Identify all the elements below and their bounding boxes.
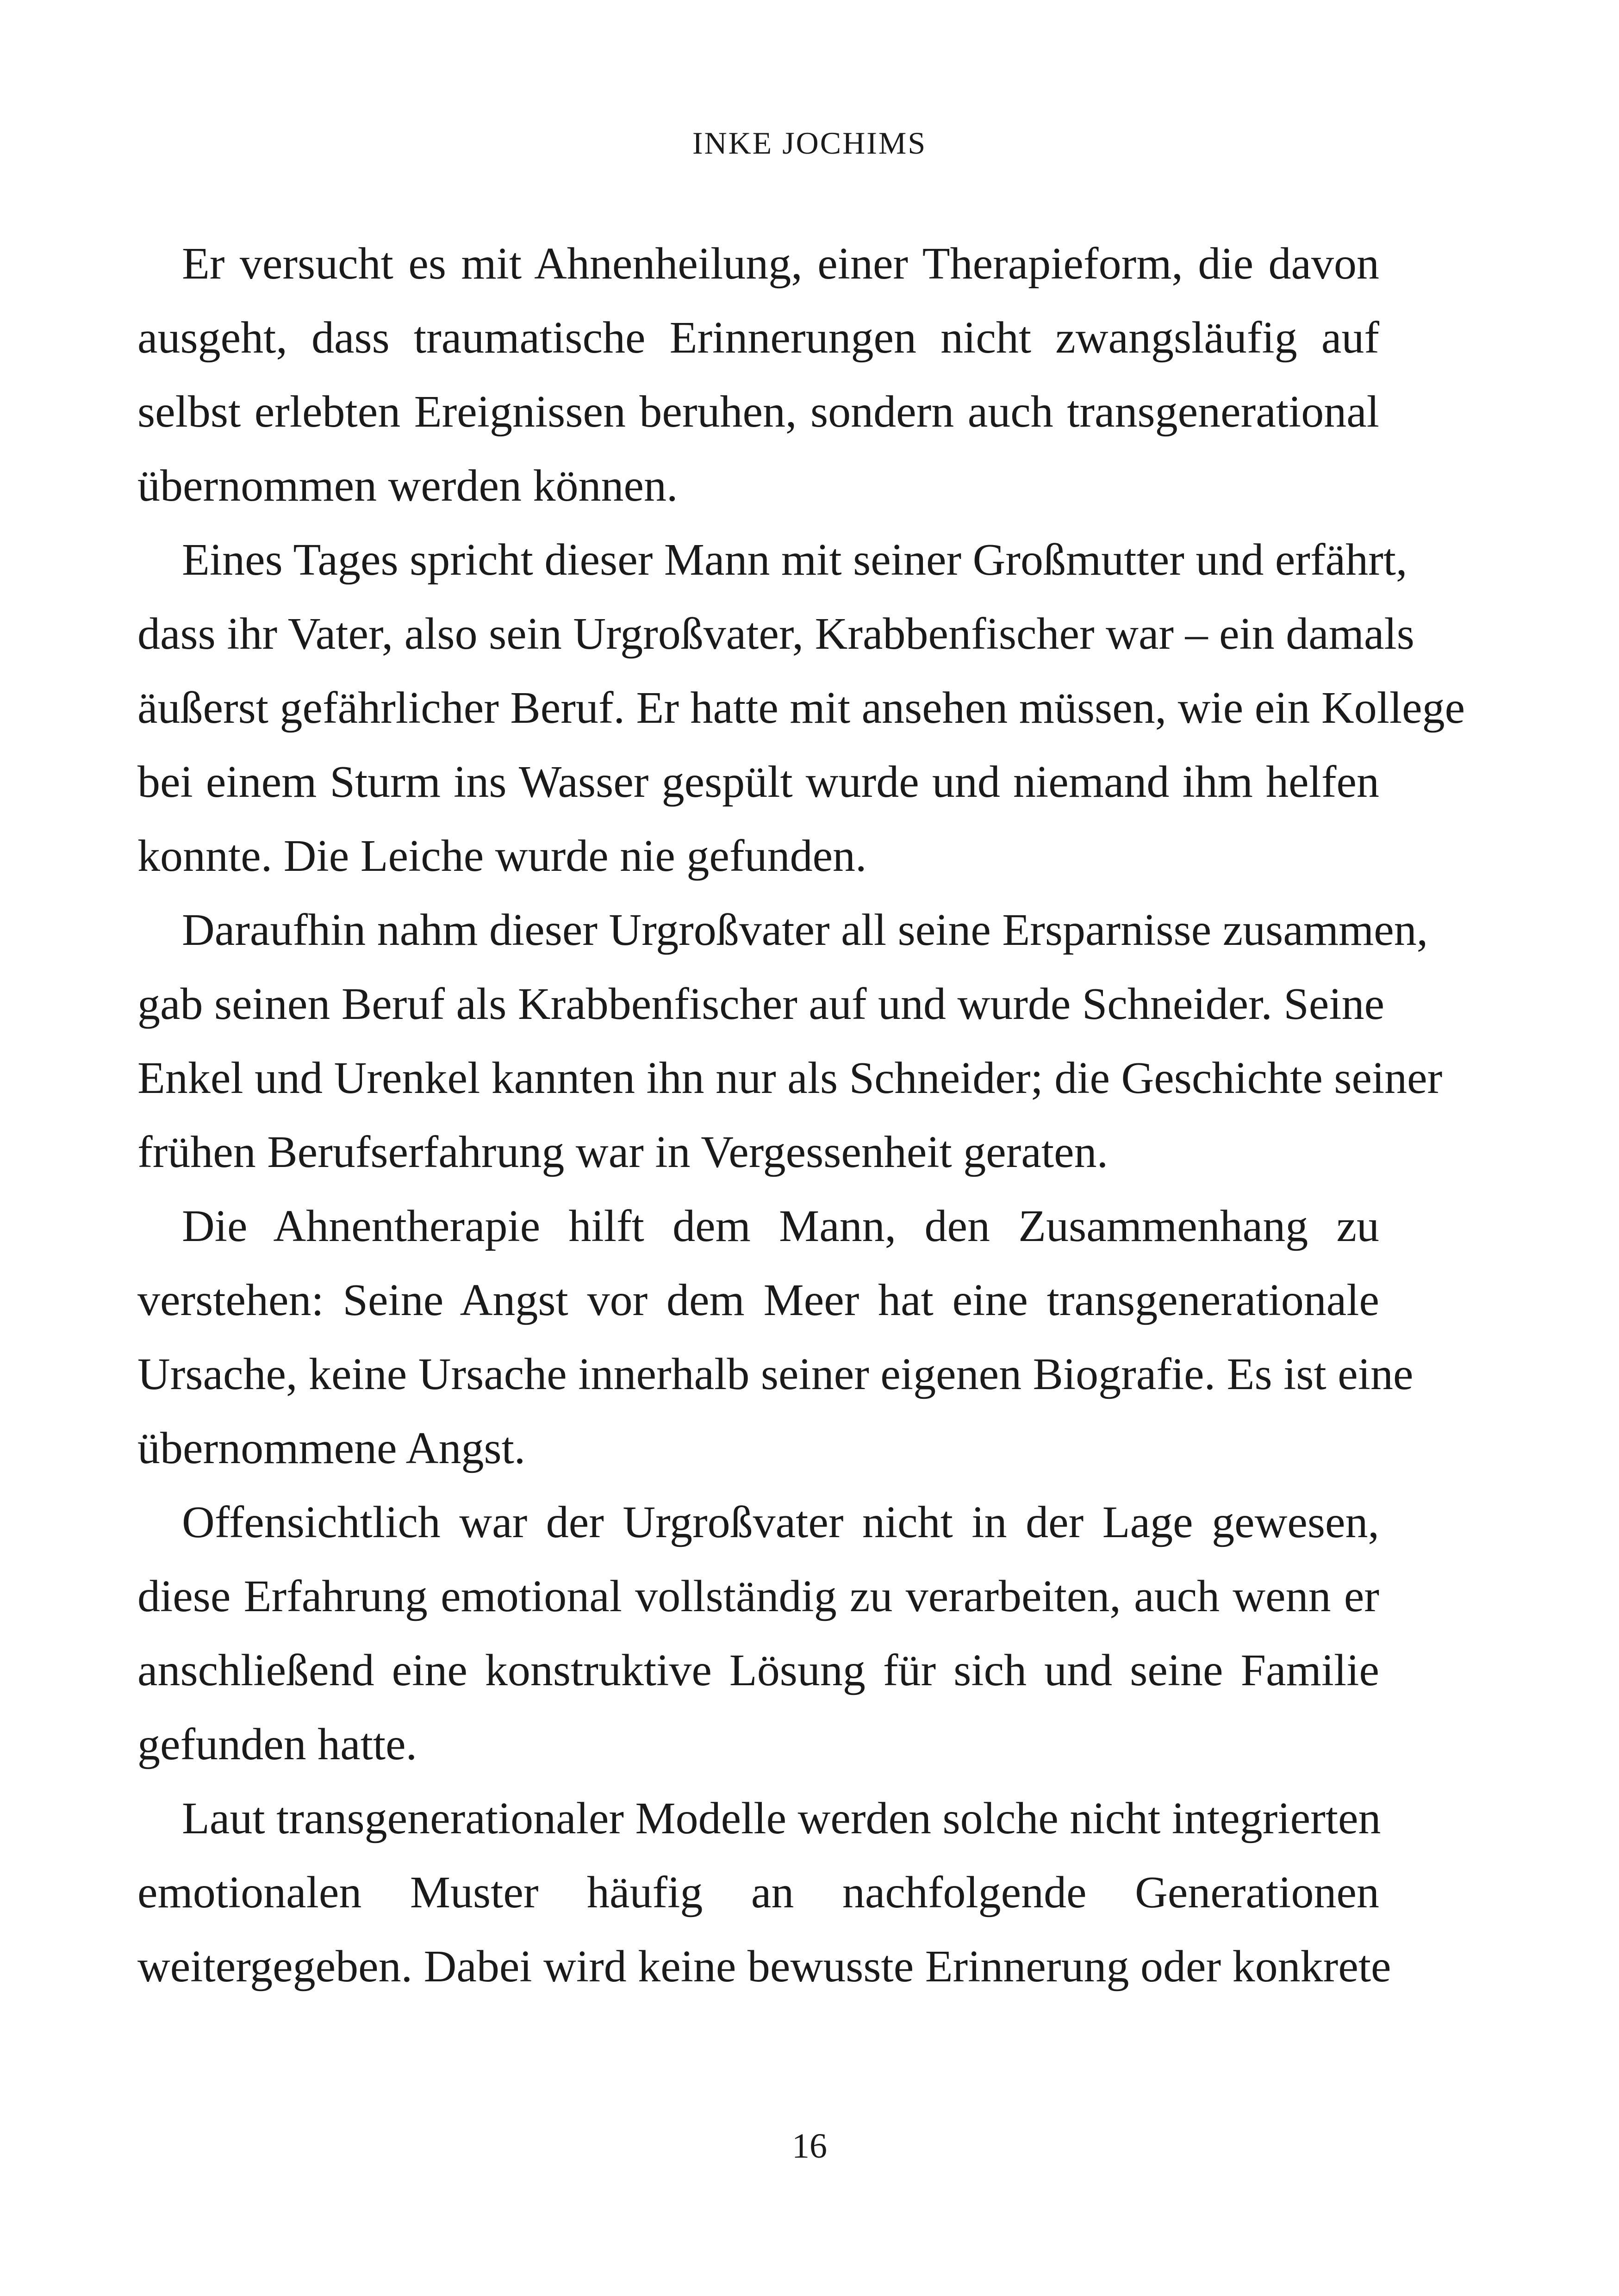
- text-line: übernommene Angst.: [137, 1423, 526, 1473]
- page-number: 16: [792, 2127, 827, 2166]
- text-line: Laut transgenerationaler Modelle werden solche nicht integrierten: [182, 1793, 1381, 1843]
- paragraph-4: [137, 1189, 1414, 1485]
- text-line: Die Ahnentherapie hilft dem Mann, den Zusammenhang zu: [182, 1201, 1379, 1251]
- text-line: weitergegeben. Dabei wird keine bewusste Erinnerung oder konkrete: [137, 1942, 1391, 1992]
- paragraph-2: [137, 523, 1465, 893]
- paragraph-1: [137, 227, 1379, 523]
- body-text: [137, 227, 1465, 2004]
- running-head: INKE JOCHIMS: [692, 125, 927, 161]
- text-line: gefunden hatte.: [137, 1719, 417, 1769]
- text-line: Enkel und Urenkel kannten ihn nur als Schneider; die Geschichte seiner: [137, 1053, 1443, 1103]
- paragraph-3: [137, 893, 1443, 1189]
- text-line: Daraufhin nahm dieser Urgroßvater all seine Ersparnisse zusammen,: [182, 905, 1428, 955]
- text-line: diese Erfahrung emotional vollständig zu verarbeiten, auch wenn er: [137, 1571, 1379, 1621]
- text-line: Er versucht es mit Ahnenheilung, einer Therapieform, die davon: [182, 239, 1379, 289]
- text-line: äußerst gefährlicher Beruf. Er hatte mit ansehen müssen, wie ein Kollege: [137, 683, 1465, 733]
- paragraph-5: [137, 1485, 1379, 1781]
- paragraph-6: [137, 1781, 1391, 2004]
- text-line: emotionalen Muster häufig an nachfolgende Generationen: [137, 1868, 1379, 1917]
- text-line: Eines Tages spricht dieser Mann mit seiner Großmutter und erfährt,: [182, 535, 1407, 585]
- text-line: konnte. Die Leiche wurde nie gefunden.: [137, 831, 867, 881]
- text-line: gab seinen Beruf als Krabbenfischer auf und wurde Schneider. Seine: [137, 979, 1385, 1029]
- text-line: frühen Berufserfahrung war in Vergessenheit geraten.: [137, 1127, 1108, 1177]
- text-line: selbst erlebten Ereignissen beruhen, sondern auch transgenerational: [137, 387, 1379, 437]
- text-line: verstehen: Seine Angst vor dem Meer hat eine transgenerationale: [137, 1275, 1379, 1325]
- text-line: anschließend eine konstruktive Lösung für sich und seine Familie: [137, 1645, 1379, 1695]
- text-line: Ursache, keine Ursache innerhalb seiner eigenen Biografie. Es ist eine: [137, 1349, 1414, 1399]
- text-line: ausgeht, dass traumatische Erinnerungen nicht zwangsläufig auf: [137, 313, 1379, 363]
- text-line: Offensichtlich war der Urgroßvater nicht in der Lage gewesen,: [182, 1497, 1379, 1547]
- text-line: übernommen werden können.: [137, 461, 678, 511]
- text-line: dass ihr Vater, also sein Urgroßvater, Krabbenfischer war – ein damals: [137, 609, 1414, 659]
- text-line: bei einem Sturm ins Wasser gespült wurde und niemand ihm helfen: [137, 757, 1379, 807]
